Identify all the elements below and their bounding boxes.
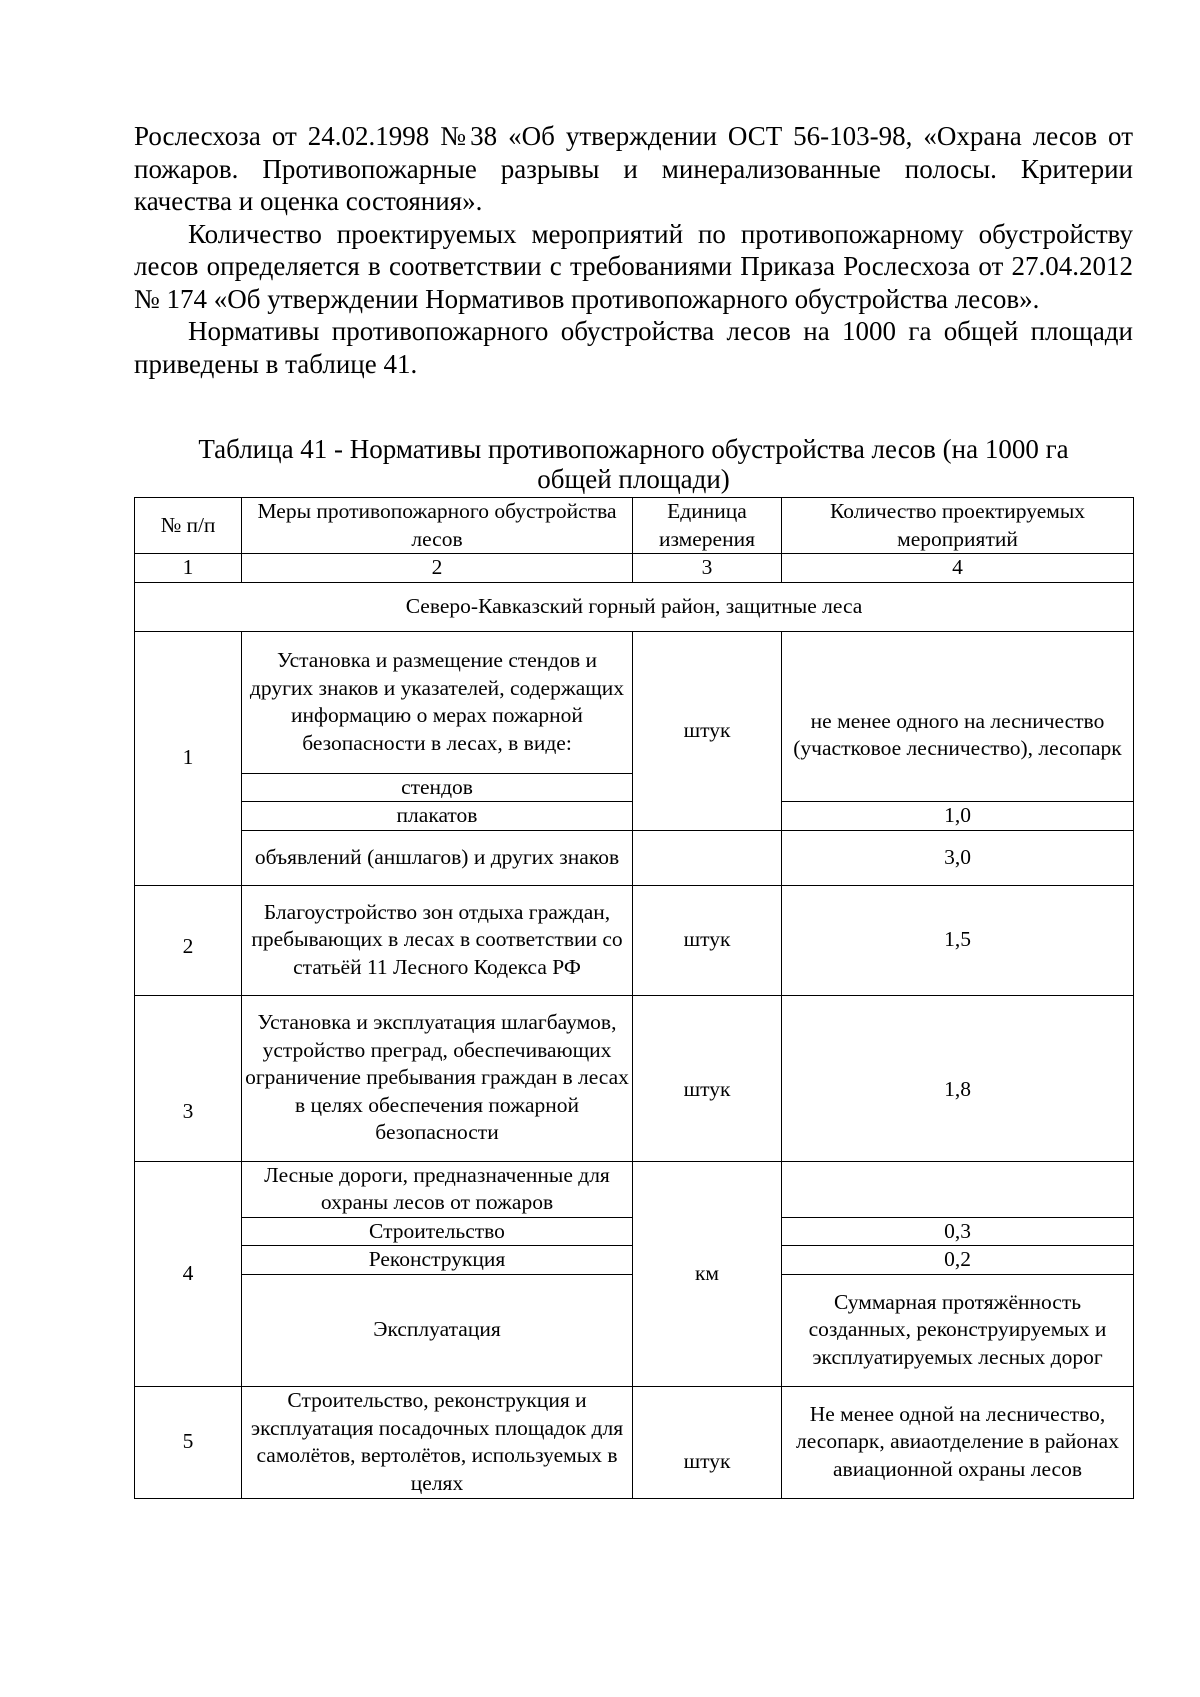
value-cell: 0,3 (782, 1217, 1134, 1246)
row-number: 3 (135, 995, 242, 1161)
paragraph-1: Рослесхоза от 24.02.1998 №38 «Об утверждении ОСТ 56-103-98, «Охрана лесов от пожаров. Противопожарные разрывы и минерализованные полосы. Критерии качества и оценка состояния». (134, 121, 1133, 216)
paragraph-2: Количество проектируемых мероприятий по противопожарному обустройству лесов определяется в соответствии с требованиями Приказа Рослесхоза от 27.04.2012 № 174 «Об утверждении Нормативов противопожарного обустройства лесов». (134, 218, 1133, 314)
column-number-row (135, 554, 1134, 583)
measure-cell: Лесные дороги, предназначенные для охраны лесов от пожаров (242, 1161, 633, 1217)
unit-cell: штук (633, 631, 782, 830)
section-title: Северо-Кавказский горный район, защитные леса (135, 582, 1134, 631)
header-unit: Единица измерения (633, 498, 782, 554)
table-row (135, 1161, 1134, 1217)
norms-table (134, 497, 1134, 1499)
col-number: 4 (782, 554, 1134, 583)
unit-cell: км (633, 1161, 782, 1386)
paragraph-3: Нормативы противопожарного обустройства лесов на 1000 га общей площади приведены в таблице 41. (134, 316, 1133, 379)
table-row (135, 885, 1134, 995)
unit-cell: штук (633, 995, 782, 1161)
row-number: 4 (135, 1161, 242, 1386)
value-cell: 1,8 (782, 995, 1134, 1161)
col-number: 3 (633, 554, 782, 583)
row-number: 1 (135, 631, 242, 885)
measure-cell: Эксплуатация (242, 1274, 633, 1386)
value-cell (782, 1161, 1134, 1217)
header-number: № п/п (135, 498, 242, 554)
col-number: 1 (135, 554, 242, 583)
header-measures: Меры противопожарного обустройства лесов (242, 498, 633, 554)
col-number: 2 (242, 554, 633, 583)
measure-cell: Строительство (242, 1217, 633, 1246)
table-row (135, 995, 1134, 1161)
measure-cell: плакатов (242, 802, 633, 831)
row-number: 2 (135, 885, 242, 995)
header-quantity: Количество проектируемых мероприятий (782, 498, 1134, 554)
measure-cell: Благоустройство зон отдыха граждан, пребывающих в лесах в соответствии со статьёй 11 Лесного Кодекса РФ (242, 885, 633, 995)
value-cell: не менее одного на лесничество (участковое лесничество), лесопарк (782, 631, 1134, 802)
document-page (134, 120, 1133, 1499)
table-row (135, 1386, 1134, 1498)
value-cell: 0,2 (782, 1246, 1134, 1275)
measure-cell: Установка и эксплуатация шлагбаумов, устройство преград, обеспечивающих ограничение пребывания граждан в лесах в целях обеспечения пожарной безопасности (242, 995, 633, 1161)
table-row (135, 830, 1134, 885)
measure-cell: объявлений (аншлагов) и других знаков (242, 830, 633, 885)
section-row (135, 582, 1134, 631)
value-cell: 3,0 (782, 830, 1134, 885)
value-cell: Суммарная протяжённость созданных, реконструируемых и эксплуатируемых лесных дорог (782, 1274, 1134, 1386)
unit-cell-continuation (633, 830, 782, 885)
header-row (135, 498, 1134, 554)
measure-cell: стендов (242, 773, 633, 802)
unit-cell: штук (633, 885, 782, 995)
measure-cell: Реконструкция (242, 1246, 633, 1275)
unit-cell: штук (633, 1386, 782, 1498)
table-row (135, 631, 1134, 773)
table-caption: Таблица 41 - Нормативы противопожарного обустройства лесов (на 1000 га общей площади) (198, 434, 1069, 494)
value-cell: 1,5 (782, 885, 1134, 995)
row-number: 5 (135, 1386, 242, 1498)
value-cell: Не менее одной на лесничество, лесопарк, авиаотделение в районах авиационной охраны лесов (782, 1386, 1134, 1498)
value-cell: 1,0 (782, 802, 1134, 831)
measure-cell: Установка и размещение стендов и других знаков и указателей, содержащих информацию о мерах пожарной безопасности в лесах, в виде: (242, 631, 633, 773)
measure-cell: Строительство, реконструкция и эксплуатация посадочных площадок для самолётов, вертолётов, используемых в целях (242, 1386, 633, 1498)
